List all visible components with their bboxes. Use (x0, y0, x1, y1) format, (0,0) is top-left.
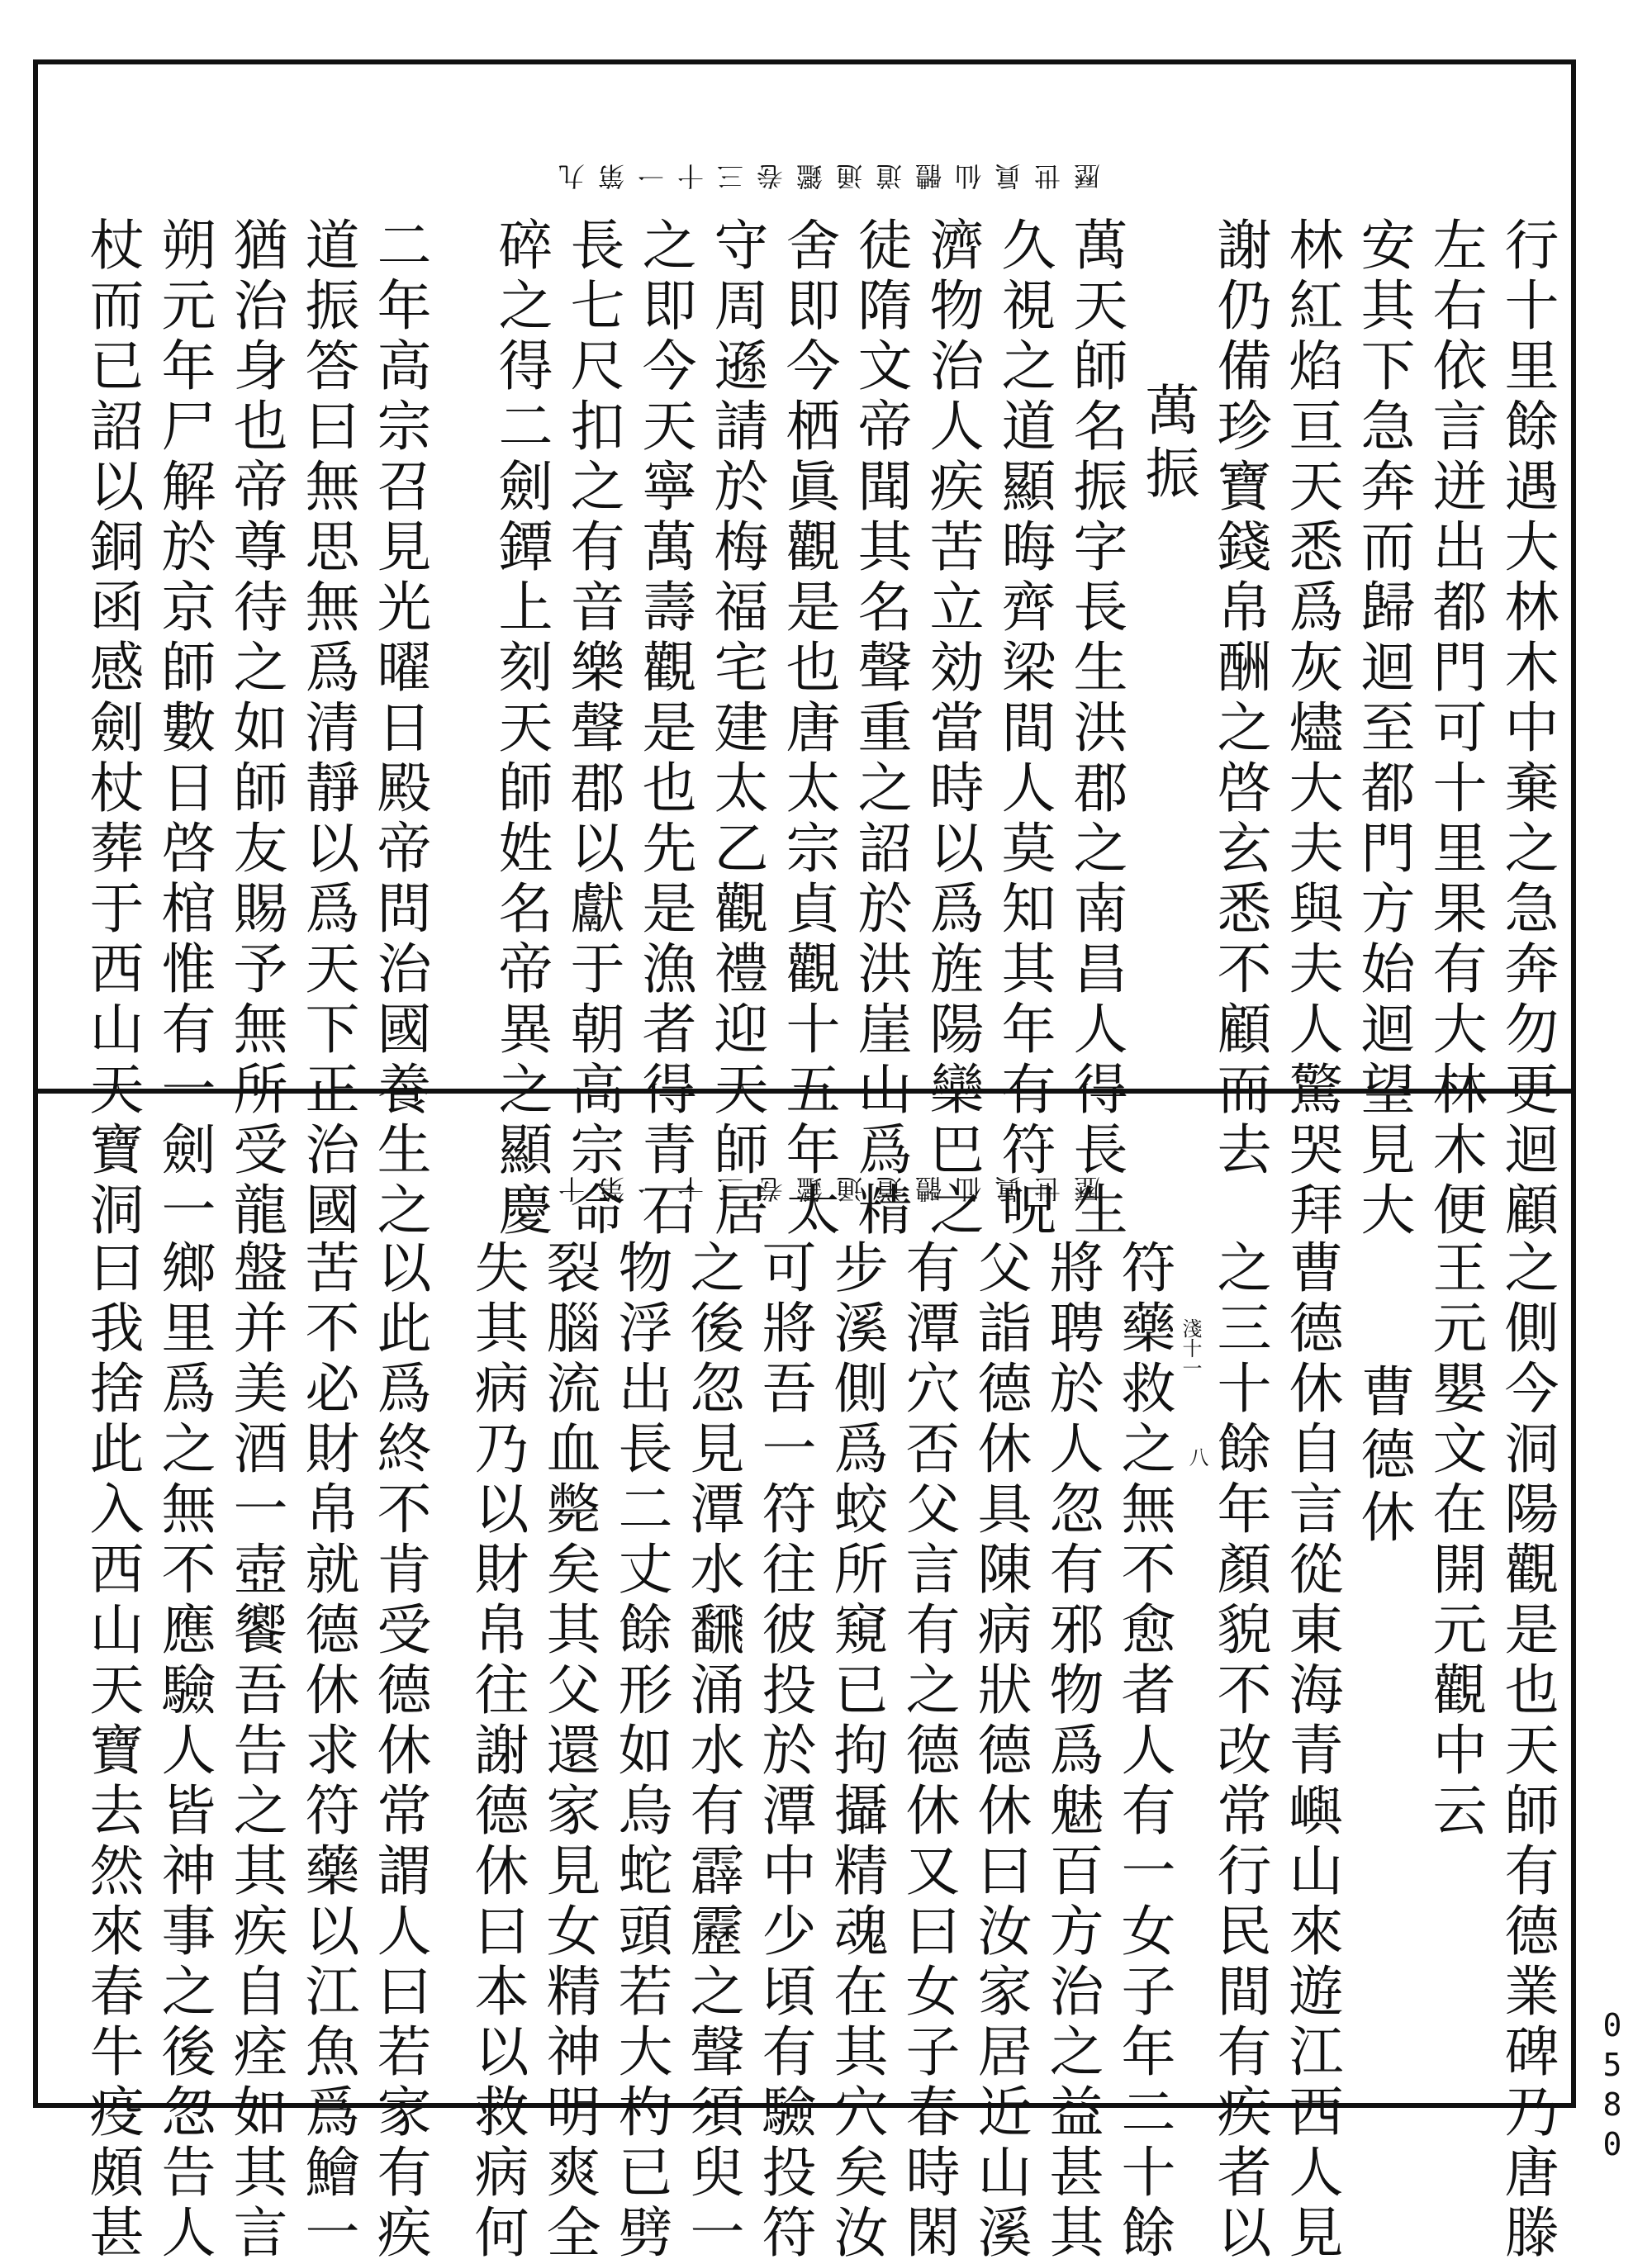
text-column: 猶治身也帝尊待之如師友賜予無所受龍 (224, 216, 287, 1241)
text-column: 之三十餘年顏貌不改常行民間有疾者以 (1208, 1239, 1271, 2264)
text-column: 杖而已詔以銅函感劍杖葬于西山天寶洞 (80, 216, 144, 1241)
text-column: 安其下急奔而歸迴至都門方始迴望見大 (1351, 216, 1415, 1241)
running-head-bottom: 歷世眞仙體道通鑑卷三十一第十 (545, 1173, 1101, 1204)
text-column: 曹德休自言從東海青嶼山來遊江西人見 (1279, 1239, 1343, 2264)
text-column: 失其病乃以財帛往謝德休曰本以救病何 (465, 1239, 529, 2264)
running-head-top: 歷世眞仙體道通鑑卷三十一第九 (545, 160, 1101, 192)
text-column: 步溪側爲蛟所窺已拘攝精魂在其穴矣汝 (824, 1239, 888, 2264)
text-column: 朔元年尸解於京師數日啓棺惟有一劍一 (152, 216, 216, 1241)
text-column: 林紅焰亘天悉爲灰燼大夫與夫人驚哭拜 (1279, 216, 1343, 1241)
text-column: 物浮出長二丈餘形如烏蛇頭若大杓已劈 (609, 1239, 672, 2264)
text-column: 長七尺扣之有音樂聲郡以獻于朝高宗命 (561, 216, 624, 1241)
text-column: 符藥救之無不愈者人有一女子年二十餘 (1112, 1239, 1175, 2264)
text-column: 行十里餘遇大林木中棄之急奔勿更迴顧 (1495, 216, 1559, 1241)
margin-note: 八 (1185, 1447, 1208, 1467)
text-column: 道振答曰無思無爲清靜以爲天下正治國 (296, 216, 359, 1241)
section-heading: 萬振 (1136, 382, 1199, 507)
text-column: 之側今洞陽觀是也天師有德業碑乃唐滕 (1495, 1239, 1559, 2264)
text-column: 可將吾一符往彼投於潭中少頃有驗投符 (752, 1239, 816, 2264)
text-column: 父詣德休具陳病狀德休曰汝家居近山溪 (968, 1239, 1032, 2264)
text-column: 鄉里爲之無不應驗人皆神事之後忽告人 (152, 1239, 216, 2264)
text-column: 謝仍備珍寶錢帛酬之啓玄悉不顧而去 (1208, 216, 1271, 1181)
text-column: 盤并美酒一壺饗吾告之其疾自痊如其言 (224, 1239, 287, 2264)
text-column: 以此爲終不肯受德休常謂人曰若家有疾 (368, 1239, 431, 2264)
text-column: 曰我捨此入西山天寶去然來春牛疫頗甚 (80, 1239, 144, 2264)
text-column: 有潭穴否父言有之德休又曰女子春時閑 (896, 1239, 960, 2264)
text-column: 萬天師名振字長生洪郡之南昌人得長生 (1064, 216, 1127, 1241)
text-column: 裂腦流血斃矣其父還家見女精神明爽全 (537, 1239, 601, 2264)
text-column: 久視之道顯晦齊梁間人莫知其年有符呪 (992, 216, 1056, 1241)
text-column: 王元嬰文在開元觀中云 (1423, 1239, 1487, 1842)
text-column: 之後忽見潭水飜涌水有霹靂之聲須臾一 (681, 1239, 744, 2264)
text-column: 濟物治人疾苦立効當時以爲旌陽欒巴之 (920, 216, 984, 1241)
page-number: 0580 (1594, 2007, 1631, 2166)
text-column: 徒隋文帝聞其名聲重之詔於洪崖山爲精 (848, 216, 912, 1241)
text-column: 守周遜請於梅福宅建太乙觀禮迎天師居 (705, 216, 768, 1241)
text-column: 二年高宗召見光曜日殿帝問治國養生之 (368, 216, 431, 1241)
text-column: 舍即今栖眞觀是也唐太宗貞觀十五年太 (776, 216, 840, 1241)
text-column: 之即今天寧萬壽觀是也先是漁者得青石 (633, 216, 696, 1241)
text-column: 苦不必財帛就德休求符藥以江魚爲鱠一 (296, 1239, 359, 2264)
margin-note: 淺十一 (1179, 1318, 1202, 1378)
text-column: 將聘於人忽有邪物爲魅百方治之益甚其 (1040, 1239, 1104, 2264)
text-column: 碎之得二劍鐔上刻天師姓名帝異之顯慶 (489, 216, 553, 1241)
section-heading: 曹德休 (1351, 1363, 1415, 1551)
text-column: 左右依言迸出都門可十里果有大林木便 (1423, 216, 1487, 1241)
